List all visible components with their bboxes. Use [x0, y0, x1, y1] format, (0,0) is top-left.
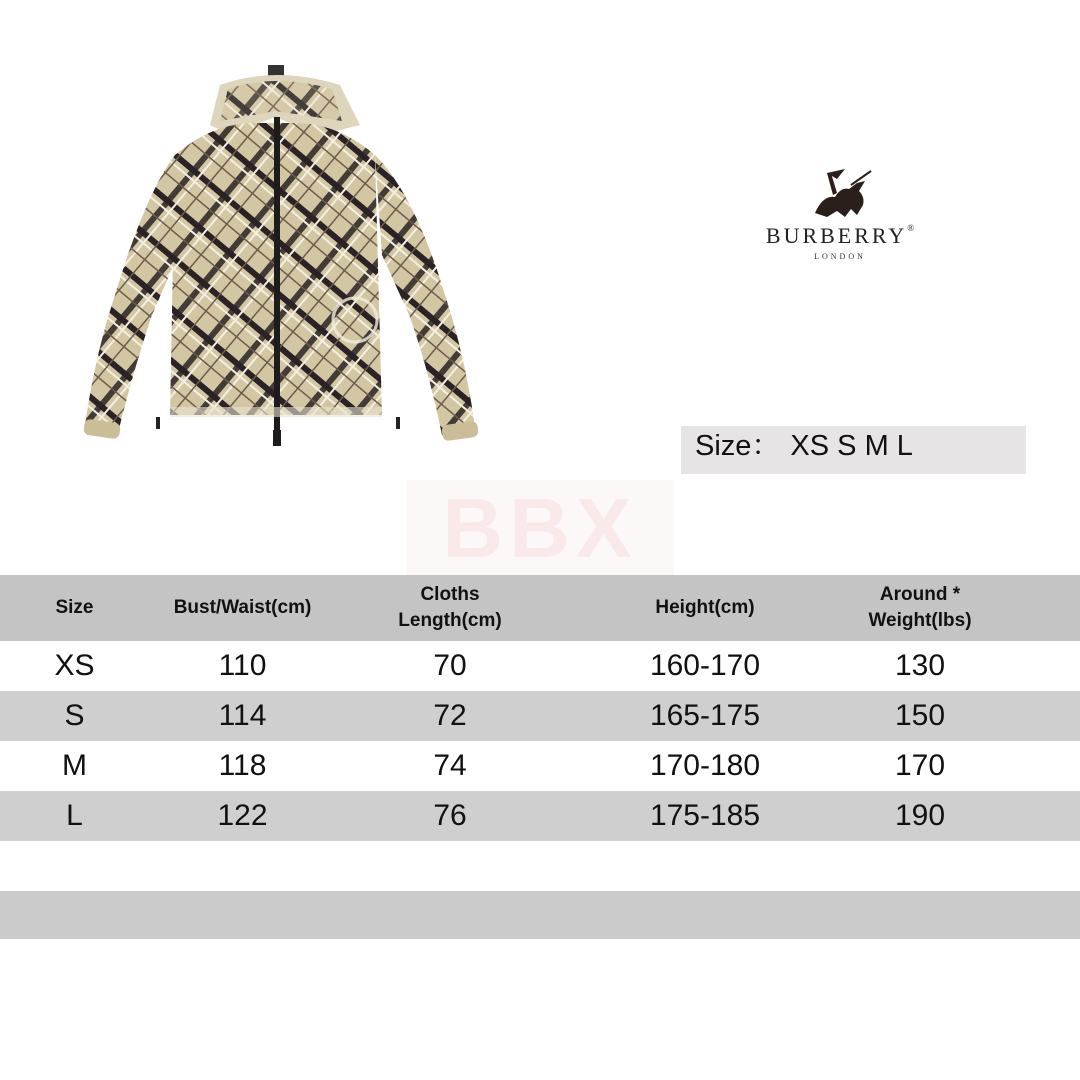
cell-length: 74	[433, 749, 467, 782]
size-values: XS S M L	[790, 430, 913, 462]
size-table	[0, 575, 1080, 841]
brand-subtitle: LONDON	[814, 252, 866, 261]
cell-height: 170-180	[649, 749, 761, 782]
watermark: BBX	[406, 480, 674, 576]
cell-weight: 170	[894, 749, 946, 782]
jacket-image	[70, 55, 510, 455]
header-height: Height(cm)	[655, 597, 755, 618]
cell-height: 165-175	[649, 699, 761, 732]
header-cloths-length: Cloths Length(cm)	[398, 584, 502, 631]
burberry-logo	[720, 165, 960, 265]
footer-band	[0, 891, 1080, 939]
cell-size: L	[66, 799, 83, 832]
cell-length: 76	[433, 799, 467, 832]
size-summary	[681, 426, 1026, 474]
cell-weight: 190	[894, 799, 946, 832]
table-row	[0, 791, 1080, 841]
table-header	[0, 575, 1080, 641]
table-row	[0, 741, 1080, 791]
brand-wordmark: BURBERRY®	[765, 223, 915, 248]
equestrian-knight-icon	[805, 165, 875, 223]
table-row	[0, 691, 1080, 741]
cell-size: S	[64, 699, 85, 732]
cell-weight: 130	[894, 649, 946, 682]
cell-weight: 150	[894, 699, 946, 732]
table-row	[0, 641, 1080, 691]
cell-bust: 114	[218, 699, 267, 732]
header-weight: Around * Weight(lbs)	[868, 584, 972, 631]
cell-bust: 122	[217, 799, 268, 832]
cell-size: M	[62, 749, 87, 782]
header-bust-waist: Bust/Waist(cm)	[173, 597, 312, 618]
cell-height: 160-170	[649, 649, 761, 682]
cell-length: 70	[433, 649, 467, 682]
cell-size: XS	[54, 649, 95, 682]
size-label: Size：	[695, 430, 781, 462]
header-size: Size	[55, 597, 94, 618]
cell-length: 72	[433, 699, 467, 732]
cell-bust: 118	[218, 749, 267, 782]
cell-height: 175-185	[649, 799, 761, 832]
cell-bust: 110	[218, 649, 267, 682]
